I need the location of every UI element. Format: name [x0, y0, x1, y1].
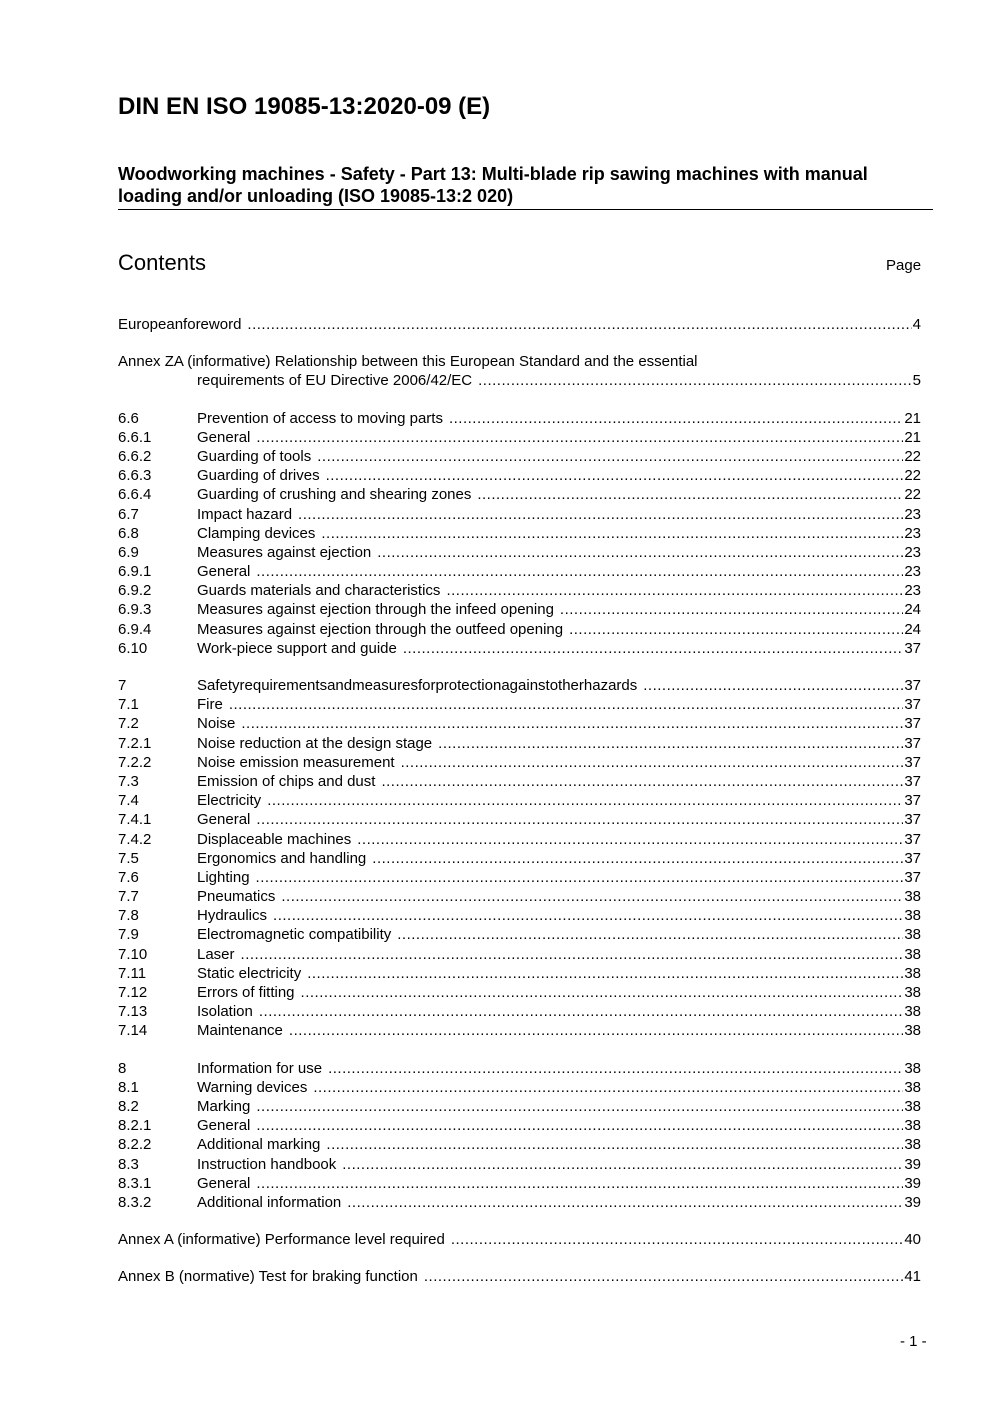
toc-entry-number: 8.3 [118, 1155, 139, 1173]
toc-leader [256, 810, 903, 829]
toc-entry-page: 37 [904, 677, 921, 694]
toc-entry[interactable] [118, 695, 921, 714]
toc-entry[interactable] [118, 868, 921, 887]
toc-entry-number: 7.2.2 [118, 753, 152, 771]
toc-entry-page: 5 [912, 372, 921, 390]
toc-entry-number: 6.6 [118, 409, 139, 427]
toc-entry-number: 6.6.4 [118, 486, 152, 504]
toc-entry-title: Emission of chips and dust [197, 772, 376, 790]
toc-entry-page: 37 [904, 830, 921, 848]
toc-entry[interactable] [118, 562, 921, 581]
toc-entry-number: 7.6 [118, 868, 139, 886]
toc-leader [342, 1155, 903, 1174]
toc-entry-page: 22 [904, 447, 921, 465]
toc-leader [357, 830, 903, 849]
toc-entry-page: 39 [904, 1193, 921, 1211]
toc-entry[interactable] [118, 1097, 921, 1116]
page-number-footer: - 1 - [900, 1333, 927, 1350]
toc-leader [449, 409, 903, 428]
toc-leader [256, 868, 904, 887]
toc-entry-title: Maintenance [197, 1022, 283, 1040]
toc-entry-page: 38 [904, 964, 921, 982]
toc-entry-number: 6.10 [118, 639, 148, 657]
toc-entry-number: 7.11 [118, 964, 147, 982]
toc-entry-title: Prevention of access to moving parts [197, 409, 443, 427]
toc-entry-page: 38 [904, 1059, 921, 1077]
toc-entry[interactable] [118, 485, 921, 504]
toc-leader [560, 600, 903, 619]
toc-entry-number: 8.3.1 [118, 1174, 152, 1192]
toc-entry-page: 38 [904, 945, 921, 963]
toc-leader [307, 964, 903, 983]
toc-entry-title: General [197, 428, 251, 446]
toc-entry-page: 37 [904, 849, 921, 867]
toc-entry-page: 38 [904, 1117, 921, 1135]
toc-entry[interactable] [118, 1193, 921, 1212]
toc-entry[interactable] [118, 772, 921, 791]
toc-entry-page: 38 [904, 1003, 921, 1021]
toc-entry-title: Additional information [197, 1193, 342, 1211]
toc-leader [477, 485, 903, 504]
toc-entry[interactable] [118, 1002, 921, 1021]
toc-entry-number: 6.9 [118, 543, 139, 561]
toc-entry-page: 37 [904, 715, 921, 733]
toc-entry-number: 7.14 [118, 1022, 148, 1040]
toc-leader [298, 505, 903, 524]
toc-entry-title: Noise emission measurement [197, 753, 395, 771]
toc-entry-page: 37 [904, 772, 921, 790]
toc-leader [273, 906, 903, 925]
toc-entry[interactable] [118, 1059, 921, 1078]
toc-entry[interactable] [118, 983, 921, 1002]
toc-entry-number: 6.8 [118, 524, 139, 542]
toc-entry[interactable] [118, 849, 921, 868]
document-subtitle: Woodworking machines - Safety - Part 13: Multi-blade rip sawing machines with manual loading and/or unloading (ISO 19085-13:2 020) [118, 163, 933, 210]
toc-entry-number: 7 [118, 677, 127, 694]
toc-entry[interactable] [118, 1078, 921, 1097]
toc-entry-title: General [197, 1117, 251, 1135]
toc-entry-page: 40 [904, 1231, 921, 1249]
toc-entry-page: 37 [904, 811, 921, 829]
toc-leader [326, 1135, 903, 1154]
toc-entry[interactable] [118, 830, 921, 849]
toc-entry[interactable] [118, 925, 921, 944]
toc-leader [256, 1116, 903, 1135]
toc-entry[interactable] [118, 409, 921, 428]
toc-entry-title: Warning devices [197, 1078, 308, 1096]
toc-entry-number: 7.2 [118, 715, 139, 733]
toc-entry-title: Ergonomics and handling [197, 849, 367, 867]
page-column-heading: Page [886, 257, 922, 274]
toc-leader [241, 714, 903, 733]
table-of-contents [118, 315, 921, 1286]
toc-entry[interactable] [118, 887, 921, 906]
toc-leader [446, 581, 903, 600]
toc-entry-title: Pneumatics [197, 888, 276, 906]
toc-entry-title: Lighting [197, 868, 250, 886]
toc-entry-number: 8.1 [118, 1078, 139, 1096]
toc-entry[interactable] [118, 600, 921, 619]
toc-leader [259, 1002, 903, 1021]
toc-entry-title: General [197, 1174, 251, 1192]
toc-entry-page: 41 [904, 1268, 921, 1286]
toc-entry-number: 6.9.4 [118, 620, 152, 638]
toc-entry-title: Additional marking [197, 1136, 321, 1154]
toc-entry-page: 37 [904, 753, 921, 771]
toc-entry[interactable] [118, 1174, 921, 1193]
toc-entry-title: Errors of fitting [197, 984, 295, 1001]
toc-entry[interactable] [118, 810, 921, 829]
toc-entry[interactable] [118, 1116, 921, 1135]
toc-entry-number: 7.4.2 [118, 830, 152, 848]
toc-entry-title: Noise [197, 715, 236, 733]
toc-entry-number: 6.6.3 [118, 467, 152, 485]
toc-leader [256, 428, 903, 447]
toc-entry[interactable] [118, 906, 921, 925]
toc-leader [281, 887, 903, 906]
toc-entry-page: 38 [904, 926, 921, 944]
toc-entry-title-continued: requirements of EU Directive 2006/42/EC [197, 372, 473, 390]
toc-entry-number: 6.9.2 [118, 582, 152, 600]
toc-entry[interactable] [118, 581, 921, 600]
toc-entry-title: Clamping devices [197, 524, 316, 542]
contents-heading: Contents [118, 250, 207, 275]
toc-entry-title: Impact hazard [197, 505, 293, 523]
toc-entry-page: 37 [904, 696, 921, 714]
toc-leader [397, 925, 903, 944]
toc-leader [381, 772, 903, 791]
toc-entry[interactable] [118, 543, 921, 562]
toc-entry-page: 39 [904, 1174, 921, 1192]
toc-entry-title: Europeanforeword [118, 316, 242, 333]
toc-entry-page: 24 [904, 620, 921, 638]
toc-entry[interactable] [118, 676, 921, 695]
toc-entry-number: 6.9.3 [118, 601, 152, 619]
toc-leader [241, 945, 904, 964]
toc-leader [424, 1267, 903, 1286]
toc-entry-page: 37 [904, 734, 921, 752]
toc-entry[interactable] [118, 352, 921, 371]
toc-entry[interactable] [118, 1021, 921, 1040]
toc-entry[interactable] [118, 315, 921, 334]
toc-leader [401, 753, 904, 772]
toc-entry[interactable] [118, 620, 921, 639]
toc-entry[interactable] [118, 1135, 921, 1154]
toc-entry-title: Measures against ejection through the outfeed opening [197, 620, 564, 638]
toc-leader [256, 562, 903, 581]
toc-entry[interactable] [118, 1267, 921, 1286]
toc-leader [347, 1193, 903, 1212]
toc-leader [289, 1021, 903, 1040]
toc-entry-number: 6.9.1 [118, 563, 152, 581]
toc-leader [313, 1078, 903, 1097]
toc-entry-page: 21 [904, 428, 921, 446]
toc-leader [643, 676, 903, 695]
toc-entry-page: 23 [904, 543, 921, 561]
toc-entry[interactable] [118, 524, 921, 543]
toc-entry-page: 23 [904, 524, 921, 542]
toc-entry[interactable] [118, 1230, 921, 1249]
toc-entry-number: 7.8 [118, 907, 139, 925]
toc-entry-title: General [197, 811, 251, 829]
toc-entry-title: Electromagnetic compatibility [197, 926, 392, 944]
toc-entry-number: 7.10 [118, 945, 148, 963]
toc-entry[interactable] [118, 791, 921, 810]
toc-entry-number: 7.1 [118, 696, 139, 714]
toc-entry-page: 22 [904, 486, 921, 504]
toc-entry-page: 23 [904, 505, 921, 523]
toc-entry-page: 37 [904, 868, 921, 886]
toc-entry-page: 23 [904, 563, 921, 581]
toc-entry-title: Displaceable machines [197, 830, 352, 848]
toc-entry-number: 7.13 [118, 1003, 148, 1021]
toc-entry-title: Isolation [197, 1003, 253, 1021]
toc-entry-title: Electricity [197, 792, 262, 810]
toc-entry-number: 7.5 [118, 849, 139, 867]
toc-entry-page: 38 [904, 907, 921, 925]
toc-entry-title: Annex ZA (informative) Relationship between this European Standard and the essential [118, 353, 698, 371]
toc-leader [569, 620, 903, 639]
toc-entry-title: Measures against ejection [197, 543, 372, 561]
toc-entry-number: 8.2 [118, 1097, 139, 1115]
toc-entry-title: Guards materials and characteristics [197, 582, 441, 600]
toc-entry-page: 38 [904, 1078, 921, 1096]
toc-leader [451, 1230, 903, 1249]
toc-entry-page: 38 [904, 1097, 921, 1115]
toc-leader [247, 315, 911, 334]
toc-entry[interactable] [118, 714, 921, 733]
toc-leader [321, 524, 903, 543]
toc-entry[interactable] [118, 447, 921, 466]
toc-entry-number: 7.4 [118, 792, 139, 810]
toc-entry-page: 38 [904, 1022, 921, 1040]
toc-entry-page: 39 [904, 1155, 921, 1173]
toc-entry-title: Work-piece support and guide [197, 639, 397, 657]
toc-entry[interactable] [118, 639, 921, 658]
toc-leader [372, 849, 903, 868]
toc-leader [326, 466, 904, 485]
toc-entry-number: 8.2.1 [118, 1117, 152, 1135]
toc-entry[interactable] [118, 753, 921, 772]
toc-entry-number: 8 [118, 1059, 127, 1077]
toc-entry-title: Guarding of tools [197, 447, 312, 465]
toc-entry-number: 7.12 [118, 984, 148, 1001]
toc-leader [438, 734, 903, 753]
toc-leader [377, 543, 903, 562]
toc-leader [229, 695, 903, 714]
toc-entry-title: Static electricity [197, 964, 302, 982]
toc-leader [478, 371, 912, 390]
toc-entry-title: Instruction handbook [197, 1155, 337, 1173]
toc-entry[interactable] [118, 734, 921, 753]
toc-entry-title: Annex A (informative) Performance level required [118, 1231, 445, 1249]
toc-entry-title: Laser [197, 945, 235, 963]
toc-entry-number: 7.7 [118, 888, 139, 906]
toc-entry[interactable] [118, 505, 921, 524]
toc-entry-title: Information for use [197, 1059, 323, 1077]
toc-entry-title: Safetyrequirementsandmeasuresforprotectionagainstotherhazards [197, 677, 638, 694]
toc-entry-title: Fire [197, 696, 223, 714]
toc-entry[interactable] [118, 964, 921, 983]
toc-entry-title: Marking [197, 1097, 251, 1115]
document-title: DIN EN ISO 19085-13:2020-09 (E) [118, 93, 491, 120]
toc-leader [256, 1174, 903, 1193]
toc-entry-number: 6.6.1 [118, 428, 152, 446]
toc-entry-title: General [197, 563, 251, 581]
toc-leader [317, 447, 903, 466]
toc-leader [403, 639, 903, 658]
toc-entry[interactable] [118, 428, 921, 447]
toc-entry-title: Noise reduction at the design stage [197, 734, 433, 752]
toc-entry[interactable] [118, 945, 921, 964]
toc-entry-continuation[interactable] [118, 371, 921, 390]
toc-entry-page: 37 [904, 792, 921, 810]
toc-entry-number: 7.3 [118, 772, 139, 790]
toc-entry[interactable] [118, 466, 921, 485]
toc-entry-page: 23 [904, 582, 921, 600]
toc-entry-page: 24 [904, 601, 921, 619]
toc-entry-number: 6.7 [118, 505, 139, 523]
toc-entry-page: 38 [904, 888, 921, 906]
toc-entry-title: Annex B (normative) Test for braking function [118, 1268, 418, 1286]
toc-entry[interactable] [118, 1155, 921, 1174]
toc-entry-page: 38 [904, 984, 921, 1001]
toc-leader [256, 1097, 903, 1116]
toc-leader [301, 983, 904, 1002]
toc-entry-title: Guarding of drives [197, 467, 320, 485]
toc-entry-title: Measures against ejection through the infeed opening [197, 601, 554, 619]
toc-entry-page: 4 [912, 316, 921, 333]
toc-leader [328, 1059, 903, 1078]
toc-entry-page: 38 [904, 1136, 921, 1154]
toc-entry-number: 7.9 [118, 926, 139, 944]
toc-entry-page: 21 [904, 409, 921, 427]
toc-leader [267, 791, 903, 810]
toc-entry-title: Hydraulics [197, 907, 268, 925]
toc-entry-number: 8.3.2 [118, 1193, 152, 1211]
toc-entry-number: 7.4.1 [118, 811, 152, 829]
toc-entry-number: 8.2.2 [118, 1136, 152, 1154]
toc-entry-page: 37 [904, 639, 921, 657]
toc-entry-number: 7.2.1 [118, 734, 152, 752]
toc-entry-page: 22 [904, 467, 921, 485]
toc-entry-title: Guarding of crushing and shearing zones [197, 486, 472, 504]
toc-entry-number: 6.6.2 [118, 447, 152, 465]
